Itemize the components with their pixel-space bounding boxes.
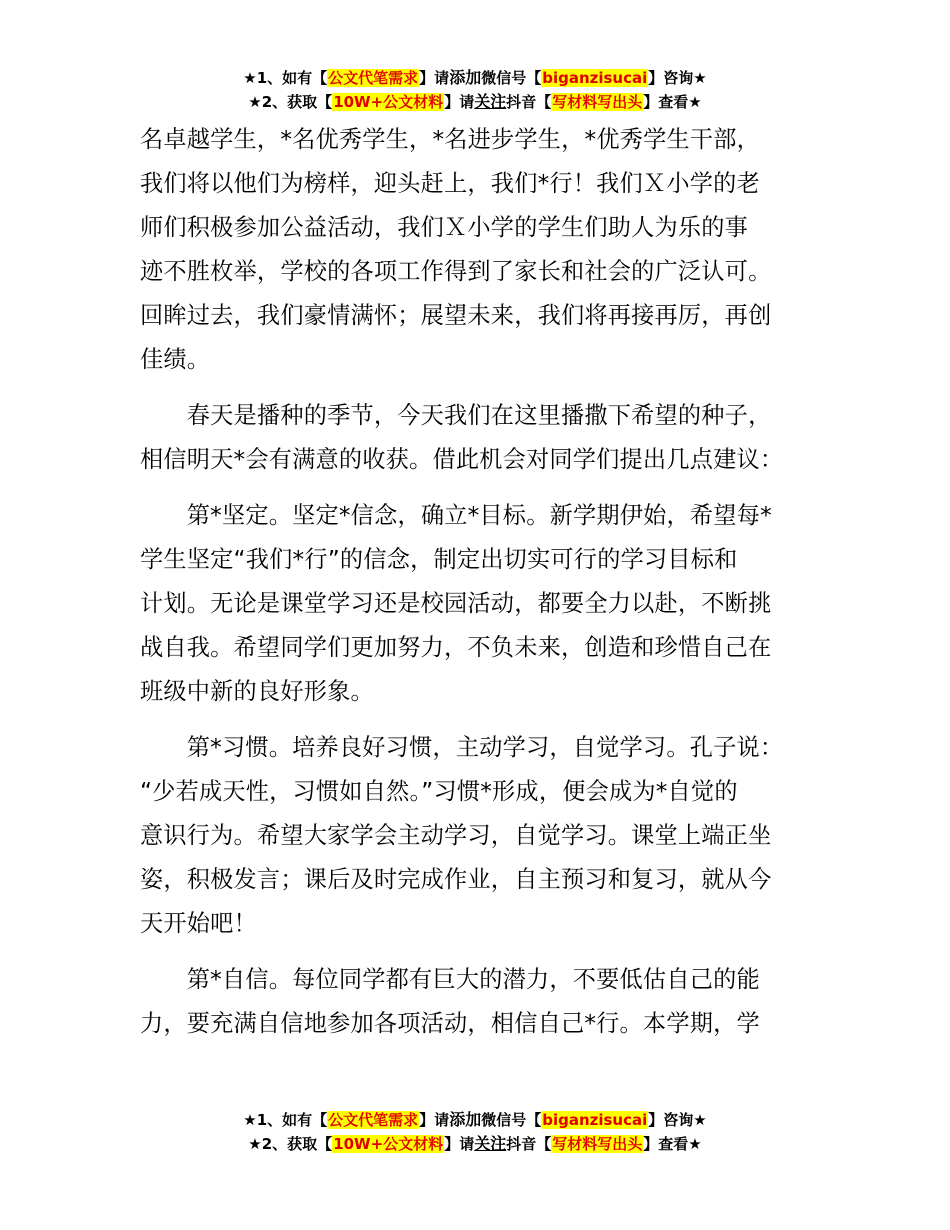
banner-highlight-douyin: 写材料写出头 <box>552 93 643 111</box>
banner-text: 抖音【 <box>506 1135 552 1153</box>
banner-text: 微信号【 <box>481 1111 542 1129</box>
body-line: 战自我。希望同学们更加努力，不负未来，创造和珍惜自己在 <box>140 634 772 661</box>
banner-line-1 <box>0 66 950 90</box>
banner-emphasis: 添加 <box>449 68 482 87</box>
banner-text: 微信号【 <box>481 69 542 87</box>
banner-text: 】咨询★ <box>648 69 707 87</box>
body-line: 春天是播种的季节，今天我们在这里播撒下希望的种子， <box>140 402 772 429</box>
body-line: 第*坚定。坚定*信念，确立*目标。新学期伊始，希望每* <box>140 502 772 529</box>
banner-emphasis: 关注 <box>474 1134 507 1153</box>
body-line: 力，要充满自信地参加各项活动，相信自己*行。本学期，学 <box>140 1010 760 1037</box>
banner-text: 】查看★ <box>643 1135 702 1153</box>
body-line: 我们将以他们为榜样，迎头赶上，我们*行！我们Ｘ小学的老 <box>140 170 760 197</box>
banner-highlight-materials: 10W+公文材料 <box>333 93 444 111</box>
body-line: 姿，积极发言；课后及时完成作业，自主预习和复习，就从今 <box>140 866 772 893</box>
body-line: 第*习惯。培养良好习惯，主动学习，自觉学习。孔子说： <box>140 734 784 761</box>
banner-highlight-materials: 10W+公文材料 <box>333 1135 444 1153</box>
banner-highlight-wechat: biganzisucai <box>542 69 648 87</box>
banner-text: 】请 <box>444 93 475 111</box>
body-line: 意识行为。希望大家学会主动学习，自觉学习。课堂上端正坐 <box>140 822 772 849</box>
banner-text: ★1、如有【 <box>243 69 328 87</box>
document-body <box>140 118 830 1046</box>
body-line: 回眸过去，我们豪情满怀；展望未来，我们将再接再厉，再创 <box>140 302 772 329</box>
banner-highlight-douyin: 写材料写出头 <box>552 1135 643 1153</box>
banner-highlight-service: 公文代笔需求 <box>328 69 419 87</box>
banner-text: 抖音【 <box>506 93 552 111</box>
banner-text: ★1、如有【 <box>243 1111 328 1129</box>
body-line: 第*自信。每位同学都有巨大的潜力，不要低估自己的能 <box>140 966 760 993</box>
body-line: 师们积极参加公益活动，我们Ｘ小学的学生们助人为乐的事 <box>140 214 749 241</box>
body-line: 计划。无论是课堂学习还是校园活动，都要全力以赴，不断挑 <box>140 590 772 617</box>
banner-text: 】请 <box>419 1111 450 1129</box>
body-line: 迹不胜枚举，学校的各项工作得到了家长和社会的广泛认可。 <box>140 258 772 285</box>
banner-text: ★2、获取【 <box>248 93 333 111</box>
body-line: 相信明天*会有满意的收获。借此机会对同学们提出几点建议： <box>140 446 784 473</box>
banner-highlight-wechat: biganzisucai <box>542 1111 648 1129</box>
banner-emphasis: 关注 <box>474 92 507 111</box>
body-line: “少若成天性，习惯如自然。”习惯*形成，便会成为*自觉的 <box>140 778 738 805</box>
body-line: 佳绩。 <box>140 346 211 373</box>
header-banner <box>0 66 950 114</box>
banner-line-2 <box>0 90 950 114</box>
body-line: 天开始吧！ <box>140 910 257 937</box>
body-line: 班级中新的良好形象。 <box>140 678 374 705</box>
banner-text: 】请 <box>419 69 450 87</box>
body-line: 学生坚定“我们*行”的信念，制定出切实可行的学习目标和 <box>140 546 738 573</box>
banner-emphasis: 添加 <box>449 1110 482 1129</box>
banner-line-2 <box>0 1132 950 1156</box>
banner-highlight-service: 公文代笔需求 <box>328 1111 419 1129</box>
banner-text: 】咨询★ <box>648 1111 707 1129</box>
body-line: 名卓越学生，*名优秀学生，*名进步学生，*优秀学生干部， <box>140 126 761 153</box>
banner-text: 】请 <box>444 1135 475 1153</box>
banner-line-1 <box>0 1108 950 1132</box>
banner-text: ★2、获取【 <box>248 1135 333 1153</box>
banner-text: 】查看★ <box>643 93 702 111</box>
footer-banner <box>0 1108 950 1156</box>
